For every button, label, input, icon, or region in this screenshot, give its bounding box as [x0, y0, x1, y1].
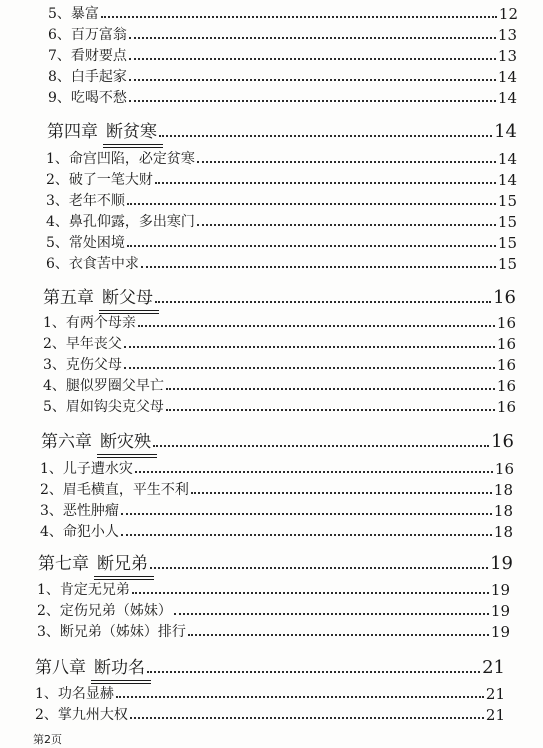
toc-item-label: 3、断兄弟（姊妹）排行 — [37, 624, 186, 640]
toc-item-label: 3、老年不顺 — [46, 193, 125, 209]
dot-leader — [188, 633, 489, 636]
chapter-title-text: 断父母 — [102, 288, 153, 308]
page-reference: 12 — [498, 5, 518, 23]
toc-item — [48, 3, 518, 23]
page-reference: 19 — [490, 623, 510, 641]
toc-item-label: 1、肯定无兄弟 — [37, 582, 130, 598]
page-reference: 21 — [482, 657, 505, 678]
page-reference: 16 — [493, 287, 516, 308]
page-reference: 13 — [497, 47, 517, 65]
toc-item-label: 5、常处困境 — [46, 235, 125, 251]
toc-item — [43, 333, 516, 353]
page-reference: 15 — [497, 255, 517, 273]
toc-item — [40, 479, 513, 499]
page-reference: 14 — [497, 150, 517, 168]
dot-leader — [129, 36, 496, 39]
toc-item — [37, 621, 510, 641]
chapter-title-text: 断贫寒 — [106, 122, 157, 142]
toc-item — [40, 521, 513, 541]
toc-item — [43, 396, 516, 416]
page-reference: 16 — [491, 431, 514, 452]
toc-item — [35, 683, 505, 703]
toc-item — [46, 190, 517, 210]
page-reference: 15 — [497, 213, 517, 231]
title-underline — [99, 310, 159, 311]
chapter-number: 第四章 — [47, 122, 98, 142]
dot-leader — [132, 591, 489, 594]
toc-item-label: 4、命犯小人 — [40, 524, 119, 540]
dot-leader — [191, 491, 492, 494]
dot-leader — [129, 57, 496, 60]
dot-leader — [197, 223, 496, 226]
toc-item-label: 1、功名显赫 — [35, 686, 114, 702]
page-reference: 15 — [497, 192, 517, 210]
toc-item-label: 2、早年丧父 — [43, 336, 122, 352]
dot-leader — [124, 345, 495, 348]
chapter-heading — [38, 548, 513, 574]
chapter-title — [102, 283, 153, 308]
page-reference: 14 — [497, 89, 517, 107]
dot-leader — [155, 181, 496, 184]
page-reference: 13 — [497, 26, 517, 44]
dot-leader — [150, 566, 488, 569]
toc-item — [48, 87, 517, 107]
toc-item — [37, 579, 510, 599]
title-underline — [97, 454, 157, 455]
toc-item — [43, 354, 516, 374]
page-reference: 19 — [490, 581, 510, 599]
dot-leader — [155, 300, 491, 303]
chapter-number: 第八章 — [35, 658, 86, 678]
chapter-title-text: 断灾殃 — [100, 432, 151, 452]
dot-leader — [127, 202, 496, 205]
dot-leader — [197, 160, 496, 163]
dot-leader — [121, 533, 492, 536]
toc-item — [43, 312, 516, 332]
page-reference: 18 — [493, 502, 513, 520]
chapter-heading — [47, 116, 517, 142]
dot-leader — [138, 324, 495, 327]
toc-item-label: 4、鼻孔仰露，多出寒门 — [46, 214, 195, 230]
chapter-number: 第六章 — [41, 432, 92, 452]
dot-leader — [166, 408, 495, 411]
dot-leader — [147, 670, 480, 673]
toc-item-label: 2、定伤兄弟（姊妹） — [37, 603, 172, 619]
page-reference: 19 — [490, 553, 513, 574]
page-number-footer: 第2页 — [33, 733, 62, 746]
dot-leader — [129, 78, 496, 81]
dot-leader — [135, 470, 493, 473]
dot-leader — [159, 134, 492, 137]
toc-item-label: 6、衣食苦中求 — [46, 256, 139, 272]
dot-leader — [124, 366, 495, 369]
toc-item — [46, 169, 517, 189]
toc-item — [46, 253, 517, 273]
toc-item — [40, 458, 514, 478]
dot-leader — [101, 15, 497, 18]
chapter-heading — [43, 282, 516, 308]
chapter-title — [106, 117, 157, 142]
chapter-number: 第七章 — [38, 554, 89, 574]
chapter-number: 第五章 — [43, 288, 94, 308]
chapter-heading — [41, 426, 514, 452]
chapter-heading — [35, 652, 505, 678]
toc-item-label: 8、白手起家 — [48, 69, 127, 85]
toc-item-label: 2、破了一笔大财 — [46, 172, 153, 188]
toc-item-label: 4、腿似罗圈父早亡 — [43, 378, 164, 394]
toc-item-label: 1、有两个母亲 — [43, 315, 136, 331]
page-reference: 18 — [493, 481, 513, 499]
title-underline — [94, 576, 154, 577]
toc-item-label: 5、暴富 — [48, 6, 99, 22]
toc-item — [46, 148, 517, 168]
toc-item-label: 1、儿子遭水灾 — [40, 461, 133, 477]
page-reference: 16 — [496, 314, 516, 332]
toc-item — [40, 500, 513, 520]
toc-item-label: 3、克伤父母 — [43, 357, 122, 373]
page-reference: 16 — [496, 356, 516, 374]
toc-item — [37, 600, 510, 620]
toc-item — [35, 704, 505, 724]
toc-item — [48, 24, 517, 44]
page-reference: 16 — [496, 377, 516, 395]
dot-leader — [116, 695, 484, 698]
toc-item-label: 3、恶性肿瘤 — [40, 503, 119, 519]
title-underline — [91, 680, 151, 681]
toc-item — [46, 211, 517, 231]
page-reference: 18 — [493, 523, 513, 541]
toc-item-label: 6、百万富翁 — [48, 27, 127, 43]
toc-item-label: 2、掌九州大权 — [35, 707, 128, 723]
page-reference: 21 — [485, 706, 505, 724]
toc-item — [48, 45, 517, 65]
dot-leader — [121, 512, 492, 515]
dot-leader — [127, 244, 496, 247]
page-reference: 14 — [497, 171, 517, 189]
dot-leader — [166, 387, 495, 390]
toc-item-label: 7、看财要点 — [48, 48, 127, 64]
page-reference: 16 — [496, 335, 516, 353]
dot-leader — [153, 444, 489, 447]
page-reference: 19 — [490, 602, 510, 620]
chapter-title — [100, 427, 151, 452]
toc-item — [48, 66, 517, 86]
dot-leader — [129, 99, 496, 102]
toc-item-label: 2、眉毛横直，平生不利 — [40, 482, 189, 498]
toc-item-label: 9、吃喝不愁 — [48, 90, 127, 106]
toc-item-label: 5、眉如钩尖克父母 — [43, 399, 164, 415]
dot-leader — [130, 716, 484, 719]
page-reference: 16 — [496, 398, 516, 416]
toc-item-label: 1、命宫凹陷，必定贫寒 — [46, 151, 195, 167]
chapter-title — [94, 653, 145, 678]
toc-item — [46, 232, 517, 252]
chapter-title — [97, 549, 148, 574]
dot-leader — [174, 612, 489, 615]
chapter-title-text: 断兄弟 — [97, 554, 148, 574]
page-reference: 15 — [497, 234, 517, 252]
toc-item — [43, 375, 516, 395]
chapter-title-text: 断功名 — [94, 658, 145, 678]
page-reference: 21 — [485, 685, 505, 703]
page-reference: 16 — [494, 460, 514, 478]
page-reference: 14 — [497, 68, 517, 86]
title-underline — [103, 144, 163, 145]
dot-leader — [141, 265, 496, 268]
page-reference: 14 — [494, 121, 517, 142]
